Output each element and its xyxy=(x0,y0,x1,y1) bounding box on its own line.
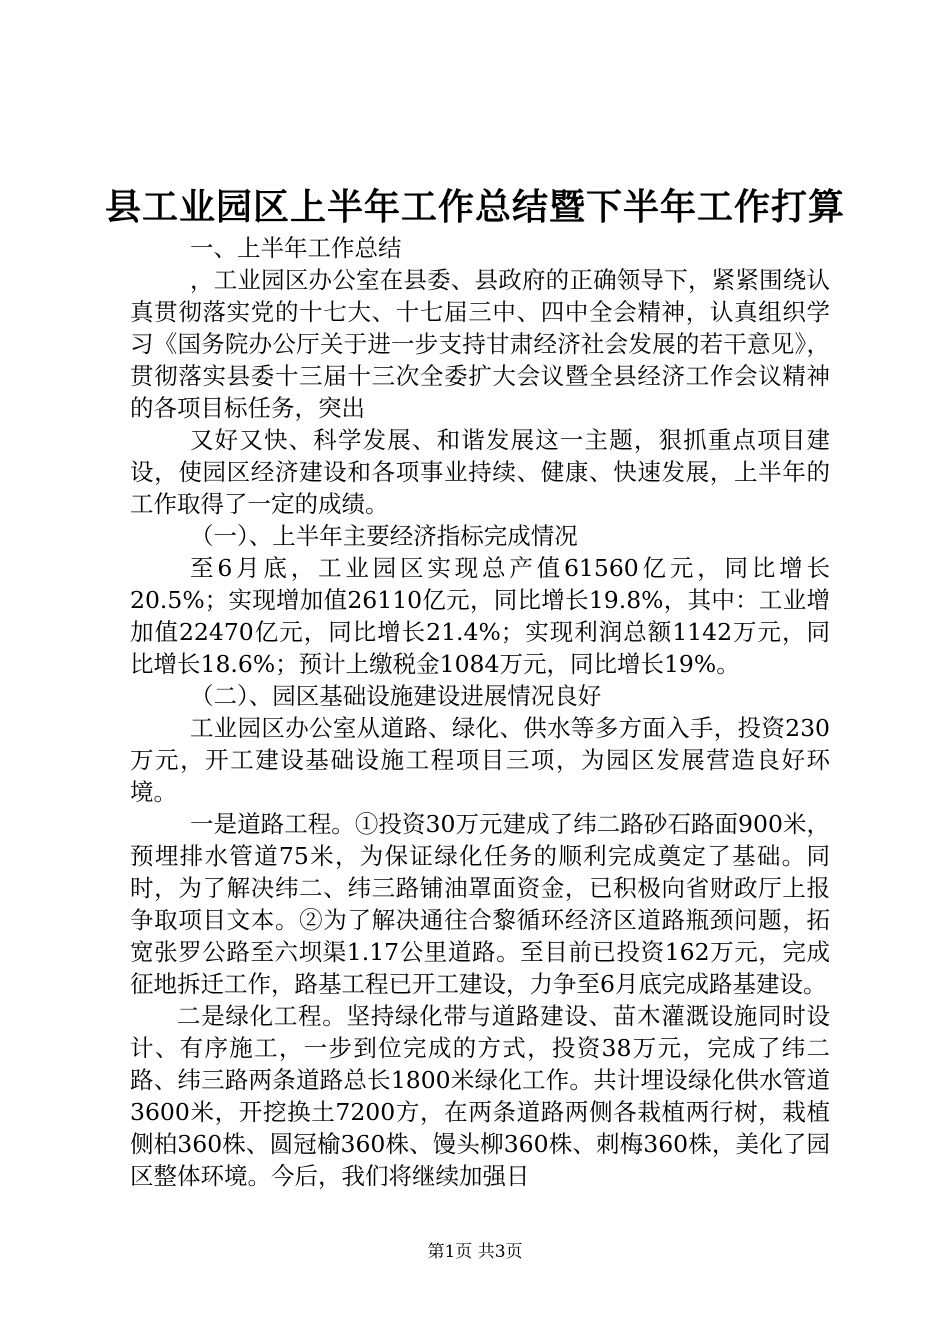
paragraph: ，工业园区办公室在县委、县政府的正确领导下，紧紧围绕认真贯彻落实党的十七大、十七届三中、四中全会精神，认真组织学习《国务院办公厅关于进一步支持甘肃经济社会发展的若干意见》，贯彻落实县委十三届十三次全委扩大会议暨全县经济工作会议精神的各项目标任务，突出 xyxy=(130,266,830,422)
document-body xyxy=(130,232,830,1192)
page-footer: 第1页 共3页 xyxy=(427,1242,523,1262)
paragraph: 一是道路工程。①投资30万元建成了纬二路砂石路面900米，预埋排水管道75米，为保证绿化任务的顺利完成奠定了基础。同时，为了解决纬二、纬三路铺油罩面资金，已积极向省财政厅上报争取项目文本。②为了解决通往合黎循环经济区道路瓶颈问题，拓宽张罗公路至六坝渠1.17公里道路。至目前已投资162万元，完成征地拆迁工作，路基工程已开工建设，力争至6月底完成路基建设。 xyxy=(130,810,830,998)
paragraph: 二是绿化工程。坚持绿化带与道路建设、苗木灌溉设施同时设计、有序施工，一步到位完成的方式，投资38万元，完成了纬二路、纬三路两条道路总长1800米绿化工作。共计埋设绿化供水管道3600米，开挖换土7200方，在两条道路两侧各栽植两行树，栽植侧柏360株、圆冠榆360株、馒头柳360株、刺梅360株，美化了园区整体环境。今后，我们将继续加强日 xyxy=(130,1002,830,1190)
subsection-heading: （一）、上半年主要经济指标完成情况 xyxy=(190,522,578,550)
paragraph: 至6月底，工业园区实现总产值61560亿元，同比增长20.5%；实现增加值26110亿元，同比增长19.8%，其中：工业增加值22470亿元，同比增长21.4%；实现利润总额1142万元，同比增长18.6%；预计上缴税金1084万元，同比增长19%。 xyxy=(130,554,830,678)
document-title: 县工业园区上半年工作总结暨下半年工作打算 xyxy=(104,186,845,228)
section-heading: 一、上半年工作总结 xyxy=(190,234,402,262)
subsection-heading: （二）、园区基础设施建设进展情况良好 xyxy=(190,682,602,710)
paragraph: 工业园区办公室从道路、绿化、供水等多方面入手，投资230万元，开工建设基础设施工程项目三项，为园区发展营造良好环境。 xyxy=(130,714,830,806)
paragraph: 又好又快、科学发展、和谐发展这一主题，狠抓重点项目建设，使园区经济建设和各项事业持续、健康、快速发展，上半年的工作取得了一定的成绩。 xyxy=(130,426,830,518)
